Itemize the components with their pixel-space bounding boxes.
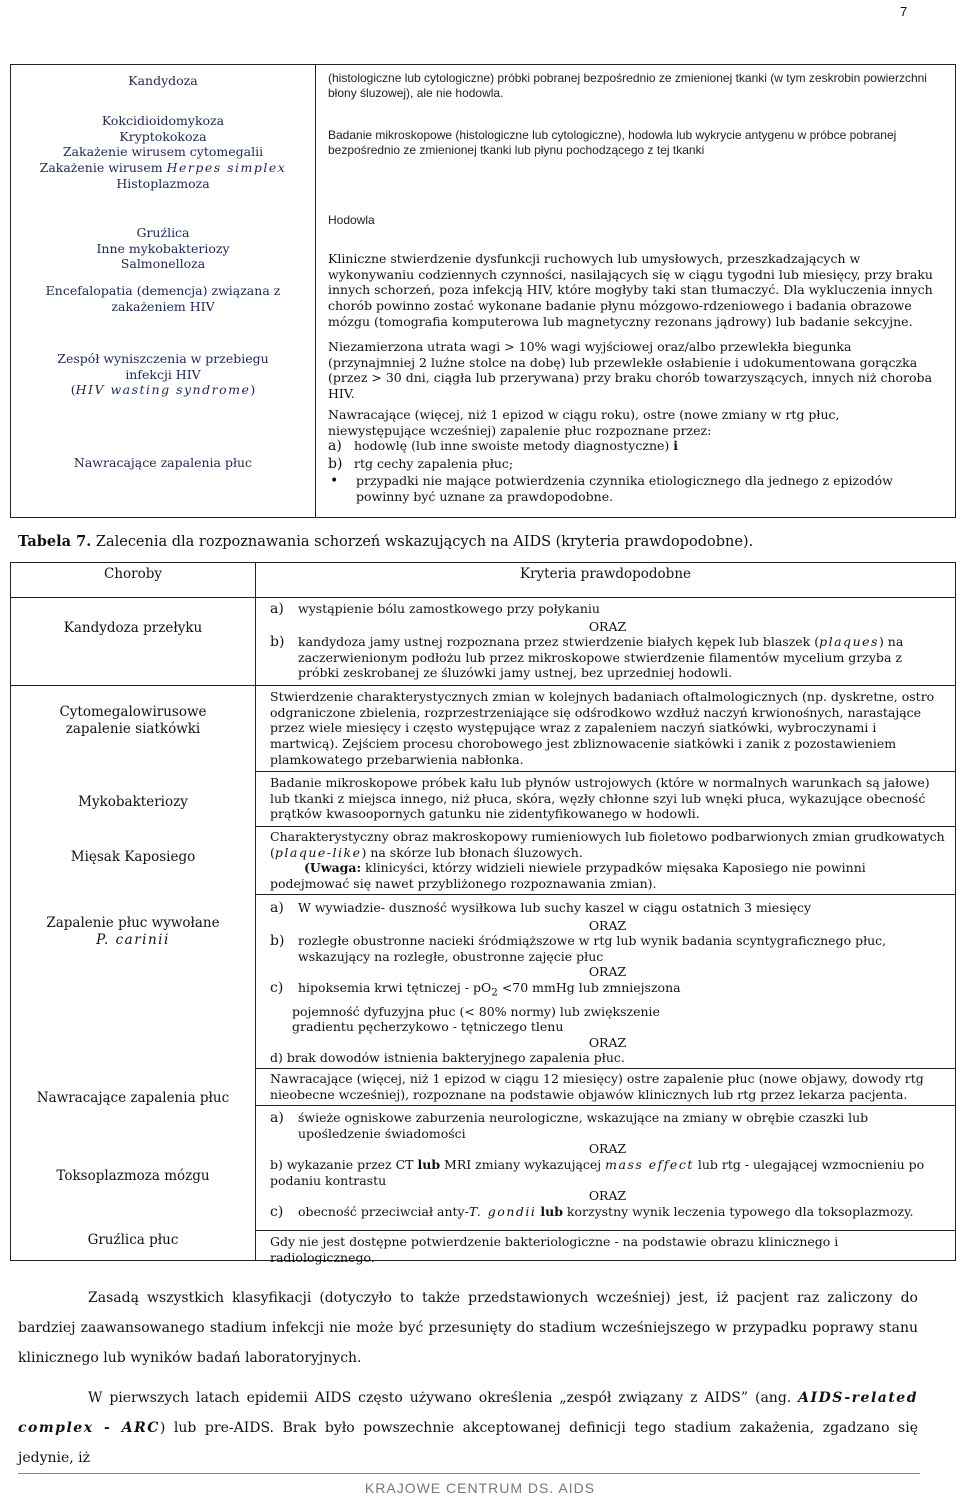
text-part: MRI zmiany wykazującej xyxy=(440,1156,606,1172)
diseases-table-continued xyxy=(10,64,956,518)
disease-name-italic: P. carinii xyxy=(96,931,170,948)
disease-name-italic: HIV wasting syndrome xyxy=(75,382,251,398)
text-part: ) lub pre-AIDS. Brak było powszechnie akceptowanej definicji tego stadium zakażenia, zgadzano się jedynie, iż xyxy=(18,1420,918,1466)
paragraph-text xyxy=(18,1383,918,1473)
list-text xyxy=(354,438,678,456)
disease-name: Histoplazmoza xyxy=(116,175,210,191)
list-marker: c) xyxy=(270,1203,284,1220)
list-item xyxy=(328,456,941,474)
criteria-text: Gdy nie jest dostępne potwierdzenie bakteriologiczne - na podstawie obrazu klinicznego i radiologicznego. xyxy=(270,1234,839,1265)
text-part: kandydoza jamy ustnej rozpoznana przez stwierdzenie białych kępek lub blaszek ( xyxy=(298,634,820,650)
criteria-column xyxy=(256,563,955,1265)
list-text xyxy=(298,1204,913,1222)
criteria-text: Badanie mikroskopowe (histologiczne lub cytologiczne), hodowla lub wykrycie antygenu w próbce pobranej bezpośrednio ze zmienionej tkanki lub płynu pochodzącego z tej tkanki xyxy=(328,128,897,157)
criteria-mycobacteriosis xyxy=(270,775,945,822)
criteria-pneumonia xyxy=(328,407,941,505)
subscript: 2 xyxy=(491,986,498,999)
body-paragraph xyxy=(18,1283,918,1373)
text-part: ) na skórze lub błonach śluzowych. xyxy=(361,844,583,860)
list-marker: a) xyxy=(270,900,284,916)
list-item xyxy=(270,933,945,964)
text-part: Charakterystyczny obraz makroskopowy rumieniowych lub fioletowo podbarwionych zmian grudkowatych ( xyxy=(270,829,945,860)
criteria-text: Niezamierzona utrata wagi > 10% wagi wyjściowej oraz/albo przewlekła biegunka (przynajmniej 2 luźne stolce na dobę) lub przewlekłe osłabienie i udokumentowana gorączka (przez > 30 dni, ciągła lub przerywana) przy braku chorób towarzyszących, innych niż choroba HIV. xyxy=(328,339,933,401)
disease-name: Nawracające zapalenia płuc xyxy=(73,455,253,470)
list-text-main: hodowlę (lub inne swoiste metody diagnostyczne) xyxy=(354,438,674,454)
criteria-fungal-viral xyxy=(328,128,941,158)
text-part: W pierwszych latach epidemii AIDS często używano określenia „zespół związany z AIDS” (ang. xyxy=(88,1390,799,1406)
text-part: ) na zaczerwienionym podłożu lub przez mikroskopowe stwierdzenie filamentów mycelium grzyba z próbki zeskrobanej ze śluzówki jamy ustnej, bez uprzedniej hodowli. xyxy=(298,634,904,681)
disease-name: Zespół wyniszczenia w przebiegu xyxy=(57,351,269,366)
disease-name: Mięsak Kaposiego xyxy=(70,849,196,865)
disease-name: Gruźlica płuc xyxy=(87,1232,179,1248)
paren: ) xyxy=(250,382,256,398)
criteria-note xyxy=(270,860,945,891)
list-text: rozległe obustronne nacieki śródmiąższowe w rtg lub wynik badania scyntygraficznego płuc, wskazujący na rozległe, obustronne zajęcie płuc xyxy=(298,933,887,964)
disease-name: Encefalopatia (demencja) związana z xyxy=(45,283,281,298)
text-bold-italic: AIDS-related complex - ARC xyxy=(18,1390,918,1436)
row-divider xyxy=(256,1068,955,1069)
disease-name: Kandydoza xyxy=(128,73,198,88)
list-item xyxy=(270,980,945,1000)
footer-divider xyxy=(18,1473,920,1474)
list-marker: b) xyxy=(270,933,285,950)
and-separator: ORAZ xyxy=(588,1188,627,1204)
disease-name: Nawracające zapalenia płuc xyxy=(36,1090,230,1106)
list-text: przypadki nie mające potwierdzenia czynnika etiologicznego dla jednego z epizodów powinny być uznane za prawdopodobne. xyxy=(356,473,893,504)
list-text xyxy=(298,980,681,1000)
list-item xyxy=(270,900,945,918)
criteria-cmv-retinitis xyxy=(270,689,945,767)
criteria-pcp xyxy=(270,900,945,1066)
list-item xyxy=(270,634,945,681)
text-italic: plaque-like xyxy=(274,844,362,860)
header-diseases: Choroby xyxy=(103,566,162,582)
paren: ( xyxy=(70,382,76,398)
list-text: d) brak dowodów istnienia bakteryjnego zapalenia płuc. xyxy=(270,1050,625,1066)
list-item xyxy=(270,1204,945,1222)
list-marker: b) xyxy=(328,455,343,472)
table-caption xyxy=(18,533,753,551)
criteria-text: Hodowla xyxy=(328,213,375,227)
caption-text: Zalecenia dla rozpoznawania schorzeń wskazujących na AIDS (kryteria prawdopodobne). xyxy=(91,534,754,550)
disease-name xyxy=(17,704,249,738)
paragraph-text: Zasadą wszystkich klasyfikacji (dotyczyło to także przedstawionych wcześniej) jest, iż pacjent raz zaliczony do bardziej zaawansowanego stadium infekcji nie może być przesunięty do stadium wcześniejszego w przypadku poprawy stanu klinicznego lub wyników badań laboratoryjnych. xyxy=(18,1290,918,1366)
list-text: wystąpienie bólu zamostkowego przy połykaniu xyxy=(298,601,600,616)
caption-label: Tabela 7. xyxy=(18,533,92,550)
criteria-kaposi-sarcoma xyxy=(270,829,945,892)
and-separator: ORAZ xyxy=(588,618,627,634)
list-text xyxy=(270,1157,945,1188)
disease-name-line: Cytomegalowirusowe xyxy=(59,704,207,720)
criteria-text xyxy=(270,829,945,860)
disease-name: infekcji HIV xyxy=(125,366,201,382)
criteria-recurrent-pneumonia xyxy=(270,1071,945,1102)
list-text: świeże ogniskowe zaburzenia neurologiczne, wskazujące na zmiany w obrębie czaszki lub upośledzenie świadomości xyxy=(298,1110,869,1141)
disease-group-encephalopathy xyxy=(19,283,307,314)
row-divider xyxy=(256,826,955,827)
criteria-text: Badanie mikroskopowe próbek kału lub płynów ustrojowych (które w normalnych warunkach są jałowe) lub tkanki z miejsca innego, niż płuca, skóra, węzły chłonne szyi lub wnęki płuca, wykazujące obecność prątków kwasoopornych gatunku nie zidentyfikowanego w hodowli. xyxy=(270,775,930,822)
disease-name: Kryptokokoza xyxy=(119,128,207,144)
and-separator: ORAZ xyxy=(588,1141,627,1157)
criteria-mycobacteria xyxy=(328,213,941,228)
text-bold: lub xyxy=(540,1203,563,1219)
text-part: lub rtg - ulegającej wzmocnieniu po podaniu kontrastu xyxy=(270,1156,925,1188)
text-italic: T. gondii xyxy=(468,1203,537,1219)
disease-group-fungal-viral xyxy=(19,113,307,191)
probable-criteria-table xyxy=(10,562,956,1265)
list-continuation: gradientu pęcherzykowo - tętniczego tlenu xyxy=(292,1019,564,1035)
criteria-wasting xyxy=(328,339,941,402)
text-part: b) wykazanie przez CT xyxy=(270,1156,418,1172)
disease-name: Salmonelloza xyxy=(120,256,206,272)
list-text-bold: i xyxy=(673,438,678,454)
row-divider xyxy=(256,1105,955,1106)
criteria-column xyxy=(316,65,955,517)
text-part: hipoksemia krwi tętniczej - pO xyxy=(298,980,492,995)
disease-name: zakażeniem HIV xyxy=(111,298,215,314)
row-divider xyxy=(256,771,955,772)
disease-name: Gruźlica xyxy=(136,225,190,240)
criteria-text: (histologiczne lub cytologiczne) próbki pobranej bezpośrednio ze zmienionej tkanki (w tym zeskrobin powierzchni błony śluzowej), ale nie hodowla. xyxy=(328,71,927,100)
note-text: klinicyści, którzy widzieli niewiele przypadków mięsaka Kaposiego nie powinni podejmować się nawet przybliżonego rozpoznawania zmian). xyxy=(270,860,866,891)
list-marker: a) xyxy=(270,601,284,617)
row-divider xyxy=(256,685,955,686)
row-divider xyxy=(256,1230,955,1231)
list-marker: b) xyxy=(270,634,285,651)
list-text xyxy=(298,634,945,681)
footer-text: KRAJOWE CENTRUM DS. AIDS xyxy=(364,1480,596,1496)
criteria-pulmonary-tb xyxy=(270,1234,945,1265)
list-item xyxy=(270,601,945,619)
criteria-candidiasis xyxy=(328,71,941,101)
disease-name: Kandydoza przełyku xyxy=(63,620,203,636)
criteria-text: Kliniczne stwierdzenie dysfunkcji ruchowych lub umysłowych, przeszkadzających w wykonywaniu codziennych czynności, nasilających się w ciągu tygodni lub miesięcy, przy braku innych schorzeń, poza infekcją HIV, które mogłyby taki stan tłumaczyć. Dla wykluczenia innych chorób powinno zostać wykonane badanie płynu mózgowo-rdzeniowego i badania obrazowe mózgu (tomografia komputerowa lub magnetyczny rezonans jądrowy) lub badanie sekcyjne. xyxy=(328,251,933,329)
criteria-text: Nawracające (więcej, niż 1 epizod w ciągu roku), ostre (nowe zmiany w rtg płuc, niewystępujące wcześniej) zapalenie płuc rozpoznane przez: xyxy=(328,407,840,438)
text-italic: mass effect xyxy=(605,1156,694,1172)
diseases-column xyxy=(11,65,316,517)
and-separator: ORAZ xyxy=(588,1034,627,1050)
bullet-marker: • xyxy=(330,473,339,490)
disease-name: Mykobakteriozy xyxy=(78,794,188,810)
disease-group-wasting xyxy=(19,351,307,398)
list-continuation: pojemność dyfuzyjna płuc (< 80% normy) lub zwiększenie xyxy=(292,1003,660,1019)
list-marker: a) xyxy=(328,438,342,455)
diseases-column xyxy=(11,563,256,1260)
text-bold: lub xyxy=(417,1156,441,1172)
and-separator: ORAZ xyxy=(588,964,627,980)
disease-group-candidiasis xyxy=(19,73,307,89)
note-label: (Uwaga: xyxy=(304,860,362,876)
text-part: <70 mmHg lub zmniejszona xyxy=(497,980,681,995)
disease-name: Kokcidioidomykoza xyxy=(101,113,225,128)
list-text: rtg cechy zapalenia płuc; xyxy=(354,455,514,471)
criteria-esophageal-candidiasis xyxy=(270,601,945,681)
and-separator: ORAZ xyxy=(588,917,627,933)
disease-name: Zakażenie wirusem cytomegalii xyxy=(62,144,264,160)
criteria-toxoplasmosis xyxy=(270,1110,945,1221)
list-item xyxy=(328,473,941,504)
disease-name-line: zapalenie siatkówki xyxy=(65,720,201,737)
list-text: W wywiadzie- duszność wysiłkowa lub suchy kaszel w ciągu ostatnich 3 miesięcy xyxy=(298,900,812,915)
text-italic: plaques xyxy=(819,634,879,650)
row-divider xyxy=(256,894,955,895)
disease-name xyxy=(17,915,249,949)
text-part: korzystny wynik leczenia typowego dla toksoplazmozy. xyxy=(562,1203,914,1219)
criteria-text: Nawracające (więcej, niż 1 epizod w ciągu 12 miesięcy) ostre zapalenie płuc (nowe objawy, dowody rtg nieobecne wcześniej), rozpoznane na podstawie objawów klinicznych lub rtg przez lekarza pacjenta. xyxy=(270,1071,924,1102)
disease-name xyxy=(19,160,307,176)
disease-name: Toksoplazmoza mózgu xyxy=(56,1168,210,1184)
list-item xyxy=(270,1110,945,1141)
disease-name-line: Zapalenie płuc wywołane xyxy=(46,915,220,931)
disease-name: Inne mykobakteriozy xyxy=(96,240,230,256)
page-number: 7 xyxy=(900,4,908,19)
disease-name-text: Zakażenie wirusem xyxy=(39,159,167,175)
text-part: obecność przeciwciał anty- xyxy=(298,1203,469,1219)
list-item xyxy=(328,438,941,456)
disease-name-italic: Herpes simplex xyxy=(166,159,287,175)
disease-group-mycobacteria xyxy=(19,225,307,272)
criteria-text: Stwierdzenie charakterystycznych zmian w kolejnych badaniach oftalmologicznych (np. dyskretne, ostro odgraniczone zbielenia, rozprzestrzeniające się odśrodkowo wzdłuż naczyń krwionośnych, narastające przez wiele miesięcy i często występujące wraz z zapaleniem naczyń siatkówki, wybroczynami i martwicą). Zejściem procesu chorobowego jest zbliznowacenie siatkówki i zanik z pozostawieniem plamkowatego przebarwienia nabłonka. xyxy=(270,689,935,767)
header-criteria: Kryteria prawdopodobne xyxy=(519,566,692,582)
body-paragraph xyxy=(18,1383,918,1473)
list-marker: a) xyxy=(270,1110,284,1126)
row-divider-left xyxy=(11,685,255,686)
disease-name xyxy=(19,382,307,398)
criteria-encephalopathy xyxy=(328,251,941,329)
list-marker: c) xyxy=(270,980,284,996)
disease-group-pneumonia xyxy=(19,455,307,471)
